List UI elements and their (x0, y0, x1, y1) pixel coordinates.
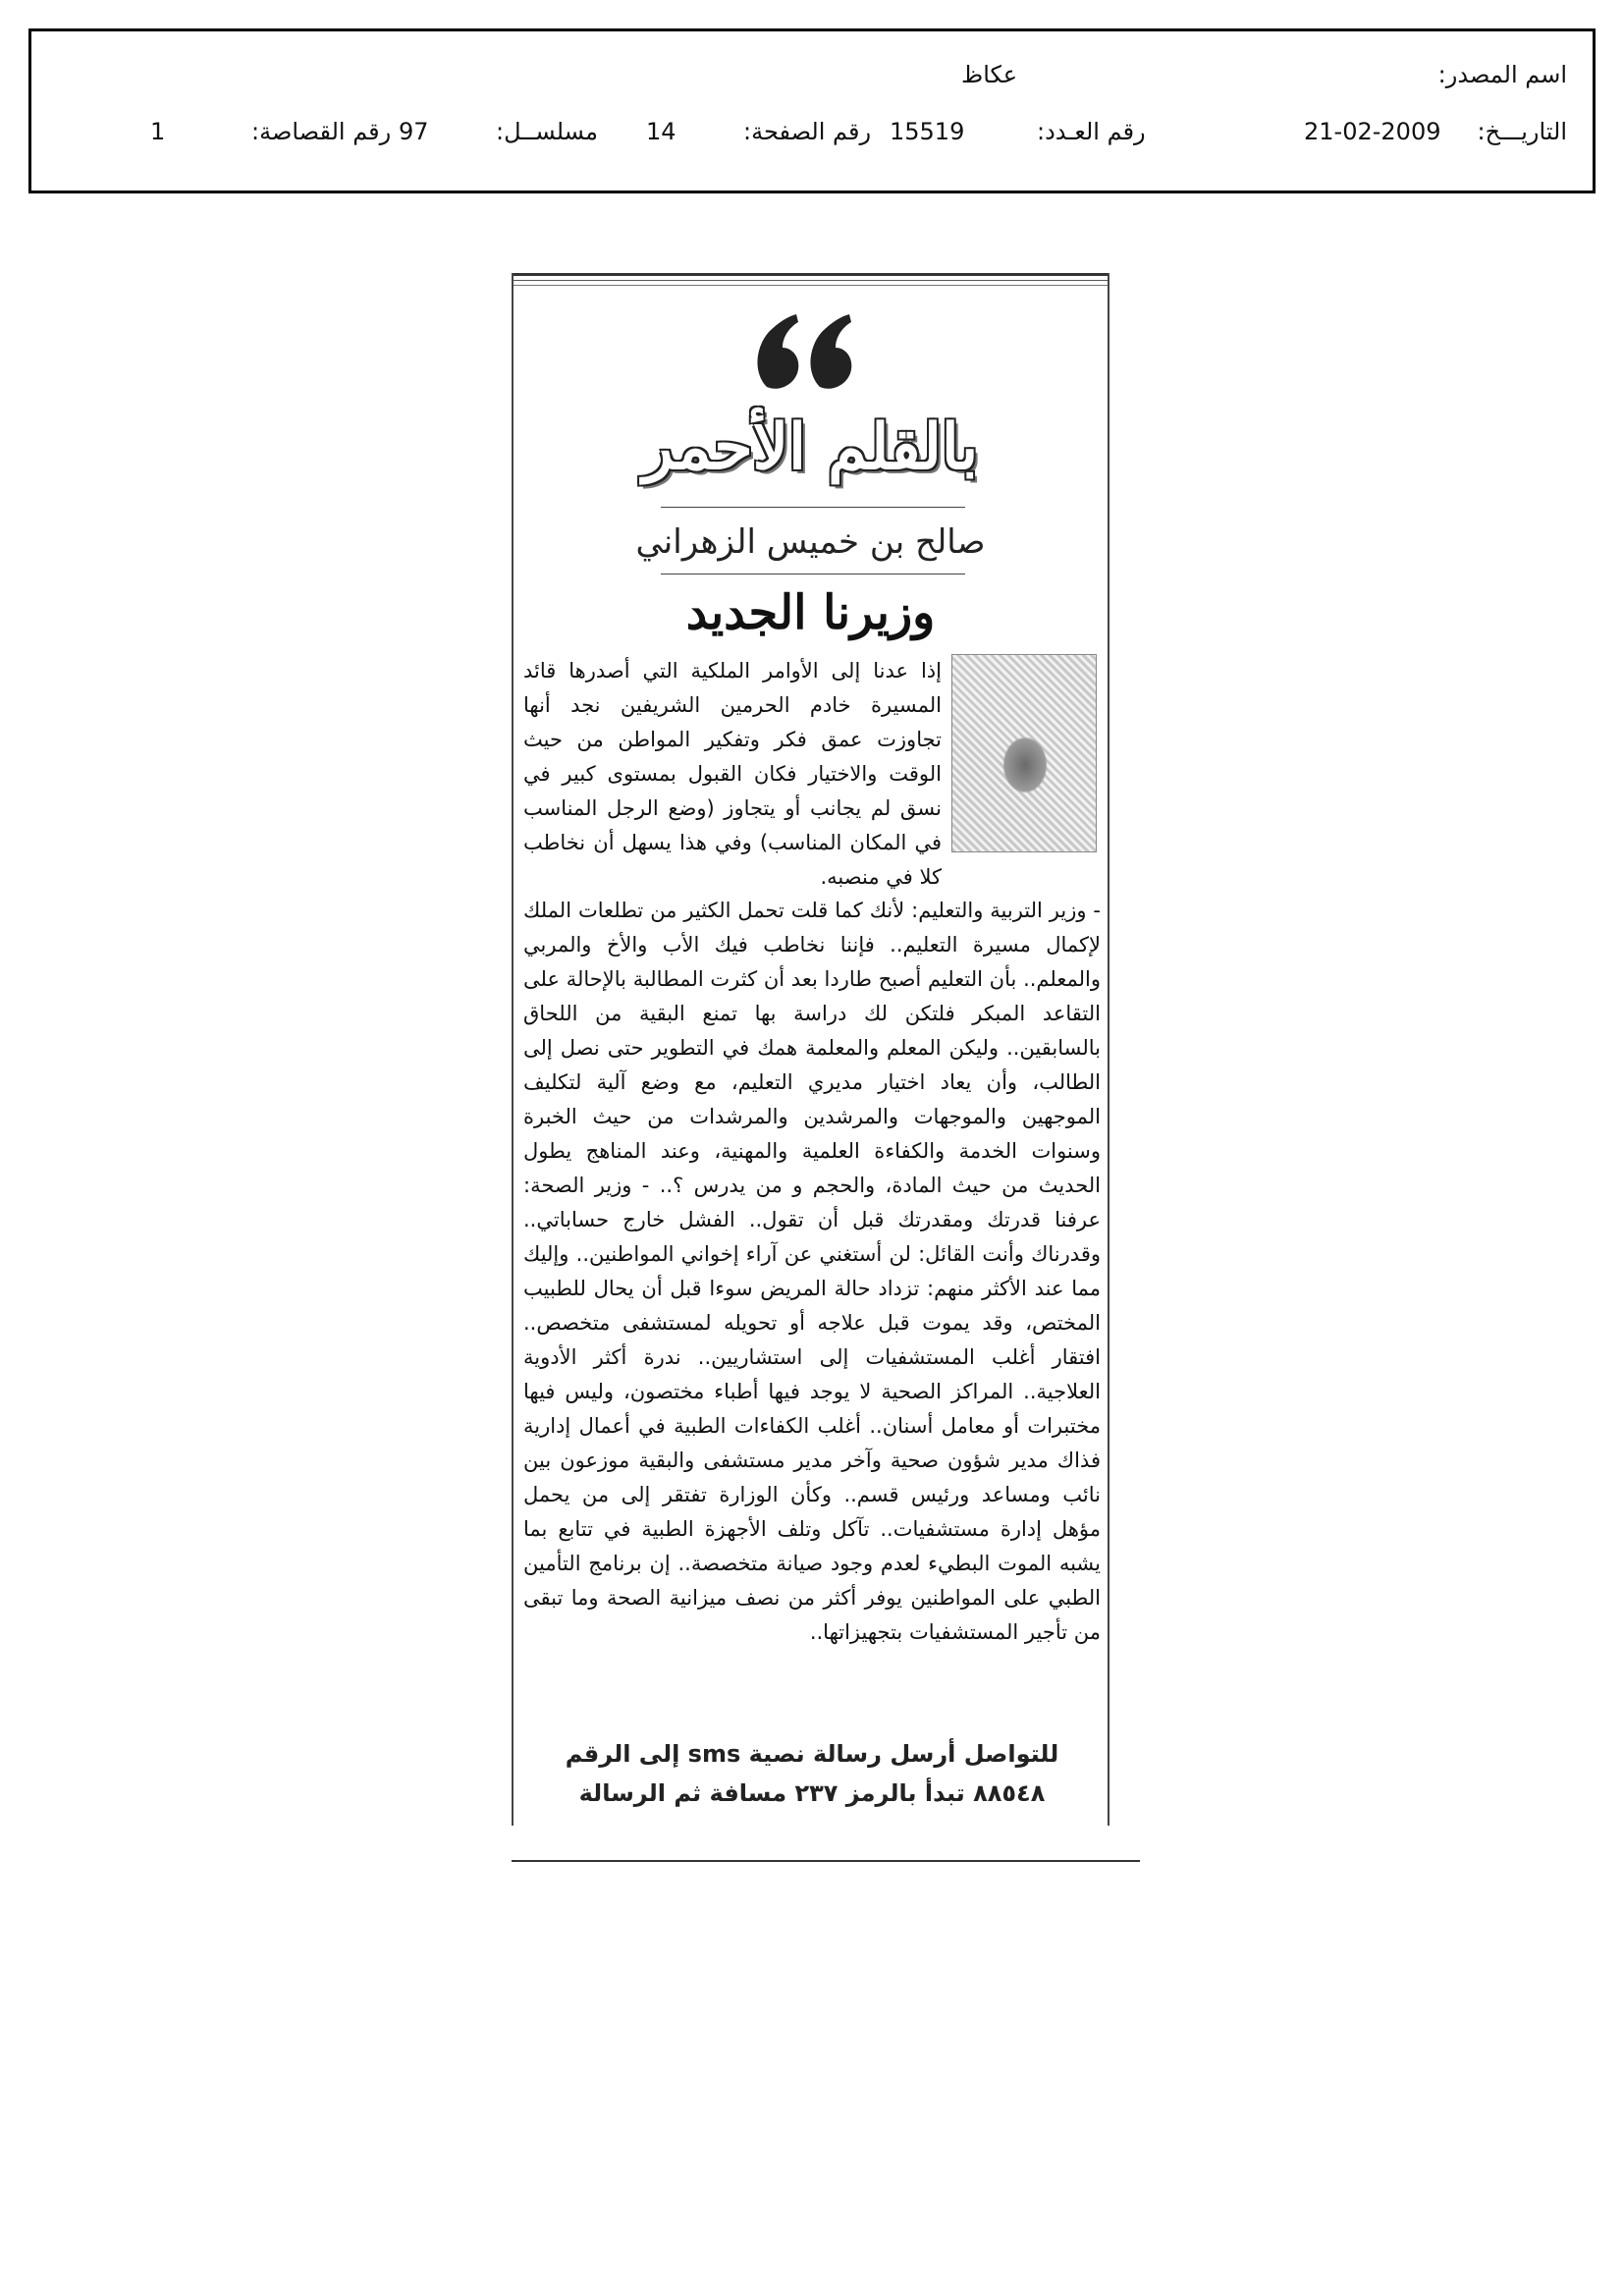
article-intro: إذا عدنا إلى الأوامر الملكية التي أصدرها قائد المسيرة خادم الحرمين الشريفين نجد أنها تجاوزت عمق فكر وتفكير المواطن من حيث الوقت والاختيار فكان القبول بمستوى كبير في نسق لم يجانب أو يتجاوز (وضع الرجل المناسب في المكان المناسب) وفي هذا يسهل أن نخاطب كلا في منصبه. (523, 659, 942, 889)
newspaper-article (512, 273, 1109, 1826)
date-value: 21-02-2009 (1304, 118, 1441, 145)
clipping-header (28, 28, 1596, 193)
contact-line-2: ٨٨٥٤٨ تبدأ بالرمز ٢٣٧ مسافة ثم الرسالة (578, 1779, 1046, 1807)
column-title: بالقلم الأحمر (642, 410, 979, 484)
contact-line-1: للتواصل أرسل رسالة نصية sms إلى الرقم (565, 1740, 1059, 1768)
divider (661, 507, 965, 508)
serial-label: مسلســل: (496, 118, 598, 145)
article-headline: وزيرنا الجديد (685, 585, 936, 640)
page-label: رقم الصفحة: (743, 118, 872, 145)
top-rule (514, 273, 1108, 276)
source-label: اسم المصدر: (1437, 61, 1567, 88)
page-value: 14 (646, 118, 676, 145)
top-rule (514, 285, 1108, 286)
clipping-value: 1 (150, 118, 166, 145)
top-rule (514, 280, 1108, 281)
article-body: - وزير التربية والتعليم: لأنك كما قلت تحمل الكثير من تطلعات الملك لإكمال مسيرة التعليم.. فإننا نخاطب فيك الأب والأخ والمربي والمعلم.. بأن التعليم أصبح طاردا بعد أن كثرت المطالبة بالإحالة على التقاعد المبكر فلتكن لك دراسة بها تمنع البقية من اللحاق بالسابقين.. وليكن المعلم والمعلمة همك في التطوير حتى نصل إلى الطالب، وأن يعاد اختيار مديري التعليم، مع وضع آلية لتكليف الموجهين والموجهات والمرشدين والمرشدات من حيث الخبرة وسنوات الخدمة والكفاءة العلمية والمهنية، وعند المناهج يطول الحديث من حيث المادة، والحجم و من يدرس ؟.. - وزير الصحة: عرفنا قدرتك ومقدرتك قبل أن تقول.. الفشل خارج حساباتي.. وقدرناك وأنت القائل: لن أستغني عن آراء إخواني المواطنين.. وإليك مما عند الأكثر منهم: تزداد حالة المريض سوءا قبل أن يحال للطبيب المختص، وقد يموت قبل علاجه أو تحويله لمستشفى متخصص.. افتقار أغلب المستشفيات إلى استشاريين.. ندرة أكثر الأدوية العلاجية.. المراكز الصحية لا يوجد فيها أطباء مختصون، وليس فيها مختبرات أو معامل أسنان.. أغلب الكفاءات الطبية في أعمال إدارية فذاك مدير شؤون صحية وآخر مدير مستشفى والبقية موزعون بين نائب ومساعد ورئيس قسم.. وكأن الوزارة تفتقر إلى من يحمل مؤهل إدارة مستشفيات.. تآكل وتلف الأجهزة الطبية في تتابع بما يشبه الموت البطيء لعدم وجود صيانة متخصصة.. إن برنامج التأمين الطبي على المواطنين يوفر أكثر من نصف ميزانية الصحة وما تبقى من تأجير المستشفيات بتجهيزاتها.. (523, 899, 1101, 1644)
source-value: عكاظ (961, 61, 1018, 88)
issue-value: 15519 (890, 118, 965, 145)
bottom-rule (512, 1860, 1140, 1862)
serial-value: 97 (399, 118, 429, 145)
quotation-mark-icon (747, 308, 865, 397)
date-label: التاريـــخ: (1477, 118, 1567, 145)
author-photo (951, 654, 1097, 852)
issue-label: رقم العـدد: (1037, 118, 1146, 145)
clipping-label: رقم القصاصة: (251, 118, 392, 145)
author-name: صالح بن خميس الزهراني (635, 522, 986, 562)
